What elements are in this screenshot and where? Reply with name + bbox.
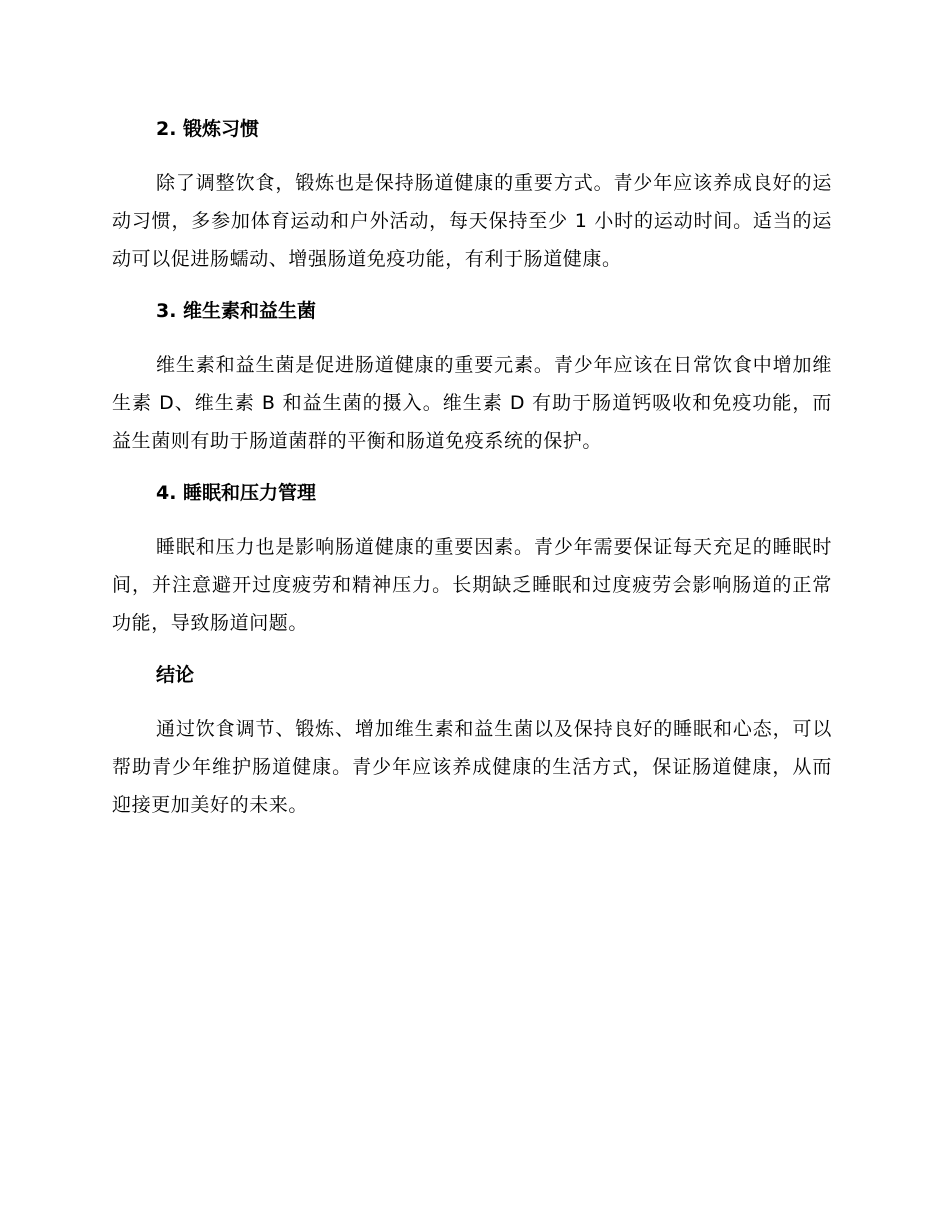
section-heading-sleep-stress: 4. 睡眠和压力管理: [156, 482, 317, 504]
section-heading-vitamins-probiotics: 3. 维生素和益生菌: [156, 300, 317, 322]
section-heading-conclusion: 结论: [156, 664, 195, 686]
document-body: [112, 113, 832, 841]
section-paragraph-conclusion: 通过饮食调节、锻炼、增加维生素和益生菌以及保持良好的睡眠和心态，可以帮助青少年维护肠道健康。青少年应该养成健康的生活方式，保证肠道健康，从而迎接更加美好的未来。: [112, 718, 832, 816]
section-heading-exercise: 2. 锻炼习惯: [156, 118, 260, 140]
section-paragraph-vitamins-probiotics: 维生素和益生菌是促进肠道健康的重要元素。青少年应该在日常饮食中增加维生素 D、维生素 B 和益生菌的摄入。维生素 D 有助于肠道钙吸收和免疫功能，而益生菌则有助于肠道菌群的平衡和肠道免疫系统的保护。: [112, 354, 832, 452]
section-paragraph-sleep-stress: 睡眠和压力也是影响肠道健康的重要因素。青少年需要保证每天充足的睡眠时间，并注意避开过度疲劳和精神压力。长期缺乏睡眠和过度疲劳会影响肠道的正常功能，导致肠道问题。: [112, 536, 832, 634]
section-paragraph-exercise: 除了调整饮食，锻炼也是保持肠道健康的重要方式。青少年应该养成良好的运动习惯，多参加体育运动和户外活动，每天保持至少 1 小时的运动时间。适当的运动可以促进肠蠕动、增强肠道免疫功能，有利于肠道健康。: [112, 172, 832, 270]
